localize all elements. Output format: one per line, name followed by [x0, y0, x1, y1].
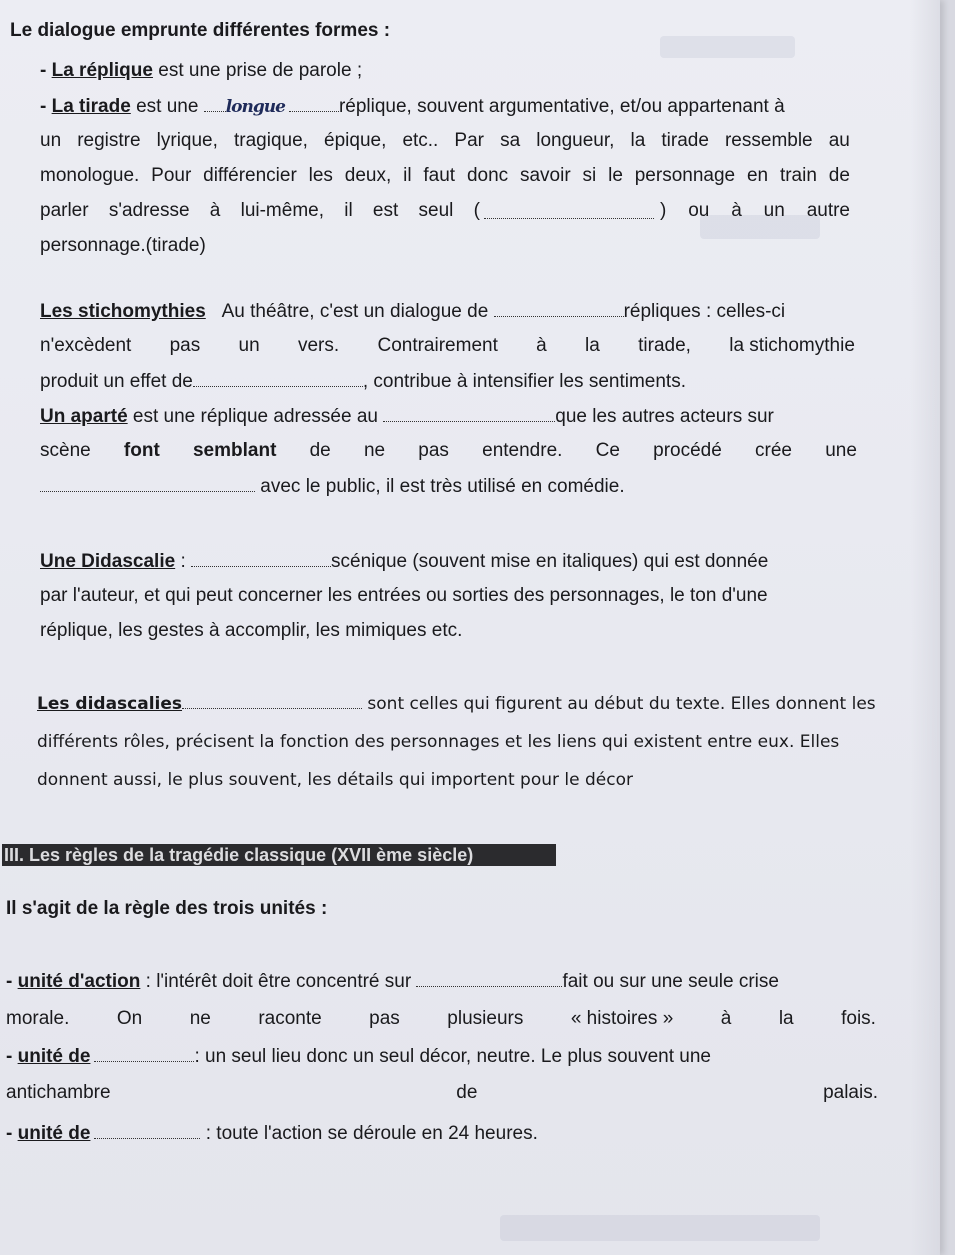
text-fragment: de — [828, 165, 850, 186]
text-fragment: registre — [77, 130, 141, 151]
didascalies-line-3: donnent aussi, le plus souvent, les détails qui importent pour le décor — [37, 770, 633, 790]
tirade-line-5: personnage.(tirade) — [40, 235, 206, 256]
text-fragment: On — [116, 1008, 143, 1029]
text-fragment: sa — [500, 130, 521, 151]
text-fragment: morale. — [6, 1008, 70, 1029]
text-fragment: que les autres acteurs sur — [555, 406, 774, 427]
text-fragment: Contrairement — [377, 335, 498, 356]
text-fragment: une — [825, 440, 857, 461]
text-fragment: un — [40, 130, 62, 151]
blank-field[interactable] — [289, 95, 339, 112]
text-fragment: tirade — [661, 130, 709, 151]
text-fragment: les — [308, 165, 333, 186]
text-fragment: raconte — [258, 1008, 322, 1029]
text-fragment: personnage — [634, 165, 736, 186]
text-fragment: la — [630, 130, 646, 151]
blank-field[interactable] — [182, 692, 362, 709]
text-fragment: parler — [40, 200, 89, 221]
text-fragment: un — [238, 335, 260, 356]
text-fragment: entendre. — [482, 440, 563, 461]
text-fragment: sont celles qui figurent au début du texte. Elles donnent les — [362, 694, 876, 714]
blank-field[interactable] — [94, 1122, 200, 1139]
temps-line-1 — [6, 1122, 538, 1145]
unites-heading: Il s'agit de la règle des trois unités : — [6, 898, 328, 919]
blank-field[interactable] — [94, 1045, 194, 1062]
blank-field[interactable] — [191, 550, 331, 567]
didascalie-term: Une Didascalie — [40, 551, 176, 572]
text-fragment: Au théâtre, c'est un dialogue de — [221, 301, 494, 322]
didascalie-line-3: réplique, les gestes à accomplir, les mimiques etc. — [40, 620, 463, 641]
action-line-2 — [6, 1008, 876, 1030]
text-fragment: savoir — [519, 165, 571, 186]
blank-field[interactable] — [383, 405, 555, 422]
text-fragment: pas — [418, 440, 449, 461]
text-fragment: à — [536, 335, 547, 356]
text-fragment: - — [40, 96, 52, 117]
text-fragment: donc — [466, 165, 509, 186]
text-fragment: pas — [169, 335, 201, 356]
text-fragment: scénique (souvent mise en italiques) qui est donnée — [331, 551, 769, 572]
text-fragment: monologue. — [40, 165, 140, 186]
replique-line — [40, 60, 362, 82]
text-fragment: il — [403, 165, 412, 186]
tirade-line-4-right — [660, 200, 850, 222]
text-fragment: longueur, — [536, 130, 615, 151]
text-fragment: - — [6, 1046, 18, 1067]
text-fragment: réplique, souvent argumentative, et/ou appartenant à — [338, 96, 785, 117]
text-fragment: s'adresse — [108, 200, 190, 221]
text-fragment: - — [40, 60, 52, 81]
text-fragment: fait ou sur une seule crise — [562, 971, 779, 992]
text-fragment: la stichomythie — [729, 335, 855, 356]
text-fragment: en — [746, 165, 769, 186]
tirade-line-1 — [40, 95, 785, 118]
text-fragment: de — [309, 440, 331, 461]
blank-field[interactable] — [494, 300, 624, 317]
text-fragment: vers. — [297, 335, 340, 356]
text-fragment: crée — [755, 440, 792, 461]
text-fragment: ne — [189, 1008, 211, 1029]
text-fragment: si — [582, 165, 597, 186]
text-fragment: scène — [40, 440, 91, 461]
tirade-line-3 — [40, 165, 850, 187]
text-fragment: font — [123, 440, 160, 461]
text-fragment: différencier — [203, 165, 297, 186]
text-fragment: : toute l'action se déroule en 24 heures. — [200, 1123, 538, 1144]
text-fragment: tragique, — [233, 130, 308, 151]
section-banner: III. Les règles de la tragédie classique (XVII ème siècle) — [2, 844, 556, 866]
text-fragment: est une réplique adressée au — [127, 406, 384, 427]
text-fragment: ne — [363, 440, 386, 461]
text-fragment: produit un effet de — [40, 371, 193, 392]
bleed-through-mark — [500, 1215, 820, 1241]
aparte-line-3 — [40, 475, 625, 498]
text-fragment: il — [344, 200, 353, 221]
action-term: unité d'action — [17, 971, 141, 992]
text-fragment: deux, — [344, 165, 392, 186]
text-fragment: lui-même, — [240, 200, 324, 221]
lieu-line-2 — [6, 1082, 878, 1104]
didascalies-term: Les didascalies — [37, 694, 183, 714]
blank-field[interactable] — [484, 202, 654, 219]
text-fragment: « histoires » — [570, 1008, 674, 1029]
text-fragment: Ce — [595, 440, 620, 461]
text-fragment: , contribue à intensifier les sentiments. — [362, 371, 686, 392]
text-fragment: à — [731, 200, 742, 221]
text-fragment: autre — [806, 200, 850, 221]
text-fragment: antichambre — [6, 1082, 111, 1103]
lieu-term: unité de — [17, 1046, 91, 1067]
text-fragment: pas — [369, 1008, 400, 1029]
stichomythies-line-3 — [40, 370, 686, 393]
tirade-line-2 — [40, 130, 850, 152]
text-fragment: à — [720, 1008, 732, 1029]
action-line-1 — [6, 970, 779, 993]
text-fragment: lyrique, — [156, 130, 218, 151]
text-fragment: seul — [418, 200, 454, 221]
text-fragment: etc.. — [402, 130, 439, 151]
aparte-line-2 — [40, 440, 857, 462]
text-fragment: répliques : celles-ci — [623, 301, 786, 322]
text-fragment: de — [456, 1082, 478, 1103]
text-fragment: - — [6, 1123, 18, 1144]
text-fragment: ressemble — [724, 130, 813, 151]
text-fragment: au — [828, 130, 850, 151]
text-fragment: un — [763, 200, 785, 221]
text-fragment: avec le public, il est très utilisé en comédie. — [255, 476, 625, 497]
text-fragment: Par — [454, 130, 484, 151]
section-heading: Le dialogue emprunte différentes formes : — [10, 20, 391, 41]
didascalie-line-2: par l'auteur, et qui peut concerner les entrées ou sorties des personnages, le ton d'une — [40, 585, 768, 606]
text-fragment: la — [778, 1008, 794, 1029]
temps-term: unité de — [17, 1123, 91, 1144]
text-fragment: n'excèdent — [40, 335, 132, 356]
text-fragment: faut — [423, 165, 456, 186]
text-fragment: ( — [473, 200, 480, 221]
didascalie-line-1 — [40, 550, 768, 573]
blank-field[interactable] — [416, 970, 562, 987]
didascalies-line-1 — [37, 692, 876, 714]
text-fragment: fois. — [841, 1008, 876, 1029]
text-fragment: tirade, — [638, 335, 691, 356]
text-fragment: : un seul lieu donc un seul décor, neutre. Le plus souvent une — [194, 1046, 711, 1067]
stichomythies-line-2 — [40, 335, 855, 357]
blank-field[interactable] — [40, 475, 255, 492]
aparte-line-1 — [40, 405, 774, 428]
tirade-term: La tirade — [51, 96, 131, 117]
text-fragment: : l'intérêt doit être concentré sur — [140, 971, 417, 992]
text-fragment: la — [585, 335, 600, 356]
stichomythies-term: Les stichomythies — [40, 301, 206, 322]
text-fragment: à — [209, 200, 221, 221]
didascalies-line-2: différents rôles, précisent la fonction des personnages et les liens qui existent entre eux. Elles — [37, 732, 840, 752]
replique-term: La réplique — [51, 60, 153, 81]
text-fragment: semblant — [192, 440, 277, 461]
text-fragment: plusieurs — [447, 1008, 524, 1029]
text-fragment: procédé — [653, 440, 722, 461]
text-fragment: Pour — [151, 165, 192, 186]
text-fragment: - — [6, 971, 18, 992]
text-fragment: ) — [660, 200, 667, 221]
bleed-through-mark — [660, 36, 795, 58]
handwritten-answer: longue — [225, 97, 285, 117]
aparte-term: Un aparté — [40, 406, 128, 427]
text-fragment: épique, — [324, 130, 387, 151]
text-fragment: est une prise de parole ; — [152, 60, 363, 81]
text-fragment: palais. — [823, 1082, 878, 1103]
tirade-line-4-left — [40, 200, 480, 222]
text-fragment: le — [608, 165, 623, 186]
text-fragment: ou — [688, 200, 710, 221]
lieu-line-1 — [6, 1045, 711, 1068]
text-fragment: train — [779, 165, 817, 186]
text-fragment: est une — [130, 96, 204, 117]
text-fragment: est — [372, 200, 399, 221]
blank-field[interactable] — [193, 370, 363, 387]
text-fragment: : — [175, 551, 192, 572]
stichomythies-line-1 — [40, 300, 785, 323]
